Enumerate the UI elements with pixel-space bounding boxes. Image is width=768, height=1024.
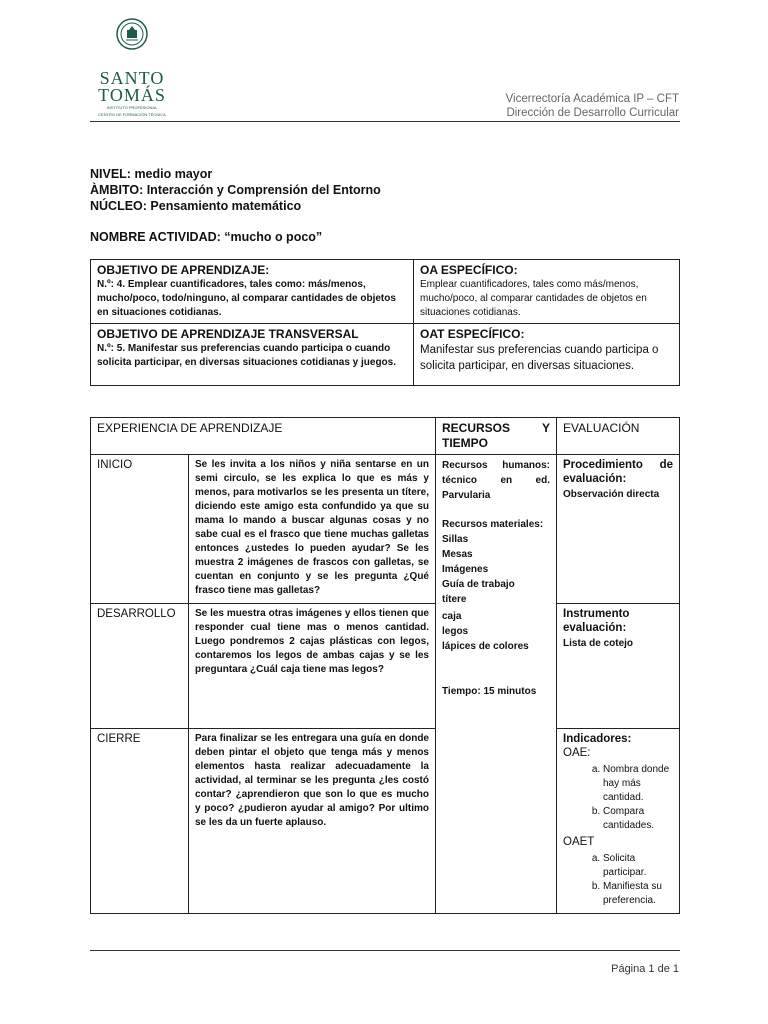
nucleo-label: NÚCLEO: Pensamiento matemático xyxy=(90,199,302,213)
logo-name-line2: TOMÁS xyxy=(98,85,166,105)
material-item: legos xyxy=(442,626,469,637)
instrument-title: Instrumento evaluación: xyxy=(563,608,630,634)
oa-cell xyxy=(91,260,414,324)
inicio-label: INICIO xyxy=(91,455,189,604)
resources-header xyxy=(436,418,557,455)
oat-specific-title: OAT ESPECÍFICO: xyxy=(420,327,525,341)
desarrollo-text: Se les muestra otras imágenes y ellos tienen que responder cual tiene mas o menos cantidad. Luego pondremos 2 cajas plásticas con legos, contaremos los legos de ambas cajas y se les preguntara ¿Cuál caja tiene mas legos? xyxy=(189,604,436,729)
resources-cell xyxy=(436,455,557,914)
procedure-text: Observación directa xyxy=(563,489,660,500)
oat-title: OBJETIVO DE APRENDIZAJE TRANSVERSAL xyxy=(97,327,359,341)
objectives-table xyxy=(90,259,680,386)
oa-specific-cell xyxy=(414,260,680,324)
oaet-label: OAET xyxy=(563,836,595,848)
resources-header-text: RECURSOS Y TIEMPO xyxy=(442,421,550,450)
desarrollo-label: DESARROLLO xyxy=(91,604,189,729)
resources-time: Tiempo: 15 minutos xyxy=(442,686,537,697)
page-number: Página 1 de 1 xyxy=(611,963,679,975)
nivel-label: NIVEL: medio mayor xyxy=(90,167,213,181)
footer-divider xyxy=(90,950,680,951)
instrument-cell xyxy=(557,604,680,729)
oae-item: b. Compara cantidades. xyxy=(603,805,673,833)
experience-header: EXPERIENCIA DE APRENDIZAJE xyxy=(91,418,436,455)
logo-subtitle-2: CENTRO DE FORMACIÓN TÉCNICA xyxy=(98,112,166,117)
inicio-text: Se les invita a los niños y niña sentarse en un semi circulo, se les explica lo que es más y menos, para motivarlos se les presenta un títere, diciendo este amigo esta confundido ya que su mama lo mando a buscar algunas cosas y no sabe cual es el frasco que tiene muchas galletas entonces ¿ustedes lo pueden ayudar? Se les muestra 2 imágenes de frascos con galletas, se cuentan en conjunto y se les pregunta ¿Qué frasco tiene mas galletas? xyxy=(189,455,436,604)
material-item: caja xyxy=(442,611,462,622)
material-item: Guía de trabajo xyxy=(442,579,515,590)
activity-name: NOMBRE ACTIVIDAD: “mucho o poco” xyxy=(90,230,323,244)
material-item: lápices de colores xyxy=(442,641,529,652)
resources-humans: Recursos humanos: técnico en ed. Parvularia xyxy=(442,460,550,501)
oaet-item: a. Solicita participar. xyxy=(603,852,673,880)
seal-icon xyxy=(116,18,148,50)
procedure-title: Procedimiento de evaluación: xyxy=(563,459,673,485)
evaluation-header: EVALUACIÓN xyxy=(557,418,680,455)
santo-tomas-logo xyxy=(92,18,172,118)
oa-title: OBJETIVO DE APRENDIZAJE: xyxy=(97,263,270,277)
oat-specific-cell xyxy=(414,324,680,386)
header-department xyxy=(506,92,679,120)
oa-text: N.º: 4. Emplear cuantificadores, tales como: más/menos, mucho/poco, todo/ninguno, al comparar cantidades de objetos en situaciones cotidianas. xyxy=(97,279,396,318)
cierre-text: Para finalizar se les entregara una guía en donde deben pintar el objeto que tenga más y menos elementos hasta realizar adecuadamente la actividad, al terminar se les pregunta ¿les costó contar? ¿aprendieron que son lo que es mucho y poco? ¿pudieron ayudar al amigo? Por ultimo se les da un fuerte aplauso. xyxy=(189,729,436,914)
oat-specific-text: Manifestar sus preferencias cuando participa o solicita participar, en diversas situaciones. xyxy=(420,344,659,372)
header-line1: Vicerrectoría Académica IP – CFT xyxy=(505,93,679,105)
oat-text: N.º: 5. Manifestar sus preferencias cuando participa o cuando solicita participar, en diversas situaciones cotidianas y juegos. xyxy=(97,343,397,368)
material-item: Imágenes xyxy=(442,564,489,575)
experience-table xyxy=(90,417,680,914)
material-item: Mesas xyxy=(442,549,473,560)
oa-specific-text: Emplear cuantificadores, tales como más/menos, mucho/poco, al comparar cantidades de objetos en situaciones cotidianas. xyxy=(420,279,647,318)
header-divider xyxy=(90,121,680,122)
resources-materials-title: Recursos materiales: xyxy=(442,519,544,530)
material-item: Sillas xyxy=(442,534,469,545)
ambito-label: ÀMBITO: Interacción y Comprensión del Entorno xyxy=(90,183,381,197)
header-line2: Dirección de Desarrollo Curricular xyxy=(506,107,679,119)
indicators-title: Indicadores: xyxy=(563,733,632,745)
activity-meta xyxy=(90,166,381,214)
procedure-cell xyxy=(557,455,680,604)
instrument-text: Lista de cotejo xyxy=(563,638,634,649)
logo-name-line1: SANTO xyxy=(99,68,165,88)
oaet-item: b. Manifiesta su preferencia. xyxy=(603,880,673,908)
oat-cell xyxy=(91,324,414,386)
oaet-list xyxy=(563,852,673,908)
oae-label: OAE: xyxy=(563,747,591,759)
oae-list xyxy=(563,763,673,833)
material-item: títere xyxy=(442,594,467,605)
oa-specific-title: OA ESPECÍFICO: xyxy=(420,263,518,277)
cierre-label: CIERRE xyxy=(91,729,189,914)
indicators-cell xyxy=(557,729,680,914)
oae-item: a. Nombra donde hay más cantidad. xyxy=(603,763,673,805)
logo-subtitle-1: INSTITUTO PROFESIONAL xyxy=(106,105,158,110)
